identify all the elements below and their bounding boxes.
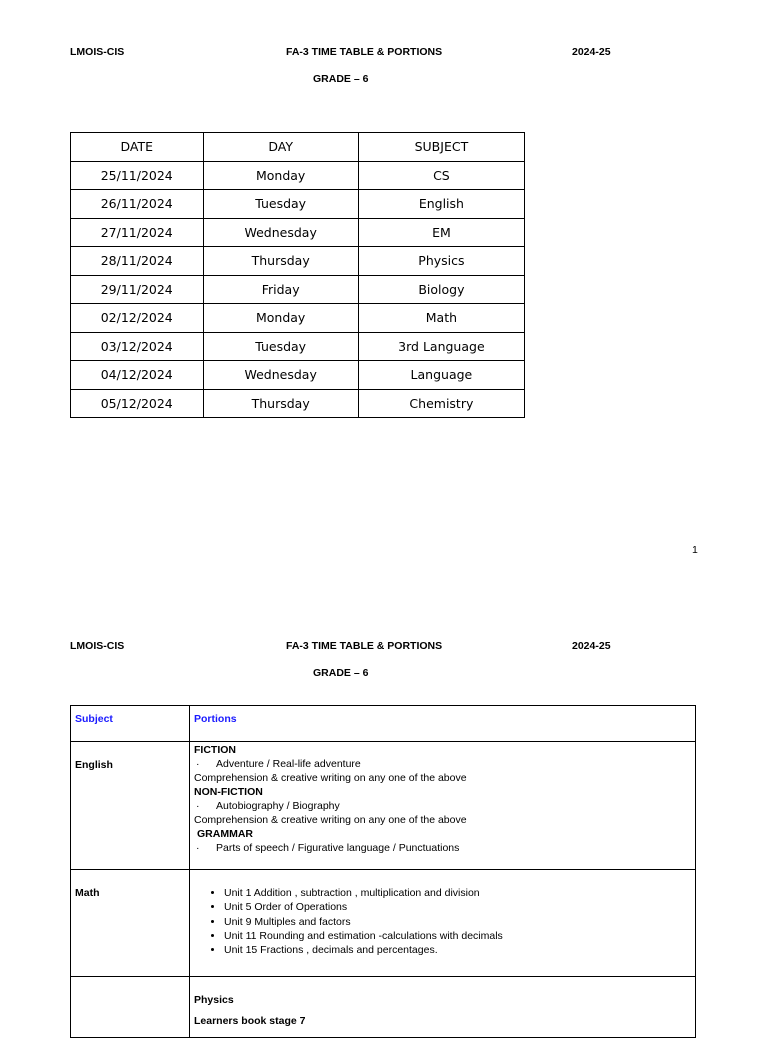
- grade-label: GRADE – 6: [313, 667, 369, 679]
- document-title: FA-3 TIME TABLE & PORTIONS: [286, 640, 443, 652]
- bullet-icon: ·: [196, 800, 200, 812]
- cell-subject: Math: [358, 304, 524, 333]
- cell-subject: Biology: [358, 275, 524, 304]
- list-item: • Unit 5 Order of Operations: [224, 900, 691, 914]
- cell-subject: Physics: [358, 247, 524, 276]
- header-subject: SUBJECT: [358, 133, 524, 162]
- learners-book: Learners book stage 7: [194, 1015, 306, 1027]
- list-item: • Unit 15 Fractions , decimals and percentages.: [224, 943, 691, 957]
- cell-date: 28/11/2024: [71, 247, 204, 276]
- math-units-list: [194, 886, 691, 957]
- table-row: [71, 190, 525, 219]
- table-row: [71, 218, 525, 247]
- physics-heading: Physics: [194, 994, 234, 1006]
- nonfiction-comprehension: Comprehension & creative writing on any one of the above: [194, 814, 467, 826]
- grammar-item: Parts of speech / Figurative language / Punctuations: [216, 842, 460, 854]
- cell-date: 25/11/2024: [71, 161, 204, 190]
- header-date: DATE: [71, 133, 204, 162]
- academic-year: 2024-25: [572, 46, 611, 58]
- cell-subject: EM: [358, 218, 524, 247]
- table-row: [71, 332, 525, 361]
- grade-label: GRADE – 6: [313, 73, 369, 85]
- portions-header-row: [71, 706, 695, 742]
- nonfiction-heading: NON-FICTION: [194, 786, 263, 798]
- cell-date: 03/12/2024: [71, 332, 204, 361]
- cell-day: Tuesday: [203, 190, 358, 219]
- cell-day: Wednesday: [203, 218, 358, 247]
- school-name: LMOIS-CIS: [70, 46, 125, 58]
- cell-day: Thursday: [203, 247, 358, 276]
- list-item: • Unit 11 Rounding and estimation -calculations with decimals: [224, 929, 691, 943]
- cell-date: 27/11/2024: [71, 218, 204, 247]
- english-row: [71, 742, 695, 870]
- cell-day: Wednesday: [203, 361, 358, 390]
- fiction-item: Adventure / Real-life adventure: [216, 758, 361, 770]
- table-row: [71, 304, 525, 333]
- timetable-header-row: [71, 133, 525, 162]
- fiction-comprehension: Comprehension & creative writing on any one of the above: [194, 772, 467, 784]
- academic-year: 2024-25: [572, 640, 611, 652]
- table-row: [71, 247, 525, 276]
- subject-english: English: [75, 759, 113, 771]
- list-item: [194, 799, 691, 813]
- header-portions: Portions: [194, 713, 237, 725]
- cell-date: 26/11/2024: [71, 190, 204, 219]
- cell-day: Monday: [203, 304, 358, 333]
- cell-subject: 3rd Language: [358, 332, 524, 361]
- cell-day: Tuesday: [203, 332, 358, 361]
- fiction-heading: FICTION: [194, 744, 236, 756]
- header-day: DAY: [203, 133, 358, 162]
- list-item: • Unit 9 Multiples and factors: [224, 915, 691, 929]
- cell-date: 04/12/2024: [71, 361, 204, 390]
- table-row: [71, 361, 525, 390]
- cell-date: 29/11/2024: [71, 275, 204, 304]
- science-row: [71, 977, 695, 1037]
- timetable: [70, 132, 525, 418]
- math-row: [71, 870, 695, 977]
- header-subject: Subject: [75, 713, 113, 725]
- bullet-icon: ·: [196, 842, 200, 854]
- cell-date: 05/12/2024: [71, 389, 204, 418]
- document-title: FA-3 TIME TABLE & PORTIONS: [286, 46, 443, 58]
- cell-subject: Language: [358, 361, 524, 390]
- table-row: [71, 161, 525, 190]
- list-item: • Unit 1 Addition , subtraction , multiplication and division: [224, 886, 691, 900]
- portions-table: [70, 705, 696, 1038]
- grammar-heading: GRAMMAR: [197, 828, 253, 840]
- cell-subject: CS: [358, 161, 524, 190]
- school-name: LMOIS-CIS: [70, 640, 125, 652]
- cell-subject: English: [358, 190, 524, 219]
- table-row: [71, 389, 525, 418]
- list-item: [194, 757, 691, 771]
- cell-date: 02/12/2024: [71, 304, 204, 333]
- subject-math: Math: [75, 887, 100, 899]
- list-item: [194, 841, 691, 855]
- cell-day: Monday: [203, 161, 358, 190]
- page-number: 1: [692, 544, 698, 556]
- cell-day: Thursday: [203, 389, 358, 418]
- cell-subject: Chemistry: [358, 389, 524, 418]
- table-row: [71, 275, 525, 304]
- nonfiction-item: Autobiography / Biography: [216, 800, 340, 812]
- bullet-icon: ·: [196, 758, 200, 770]
- cell-day: Friday: [203, 275, 358, 304]
